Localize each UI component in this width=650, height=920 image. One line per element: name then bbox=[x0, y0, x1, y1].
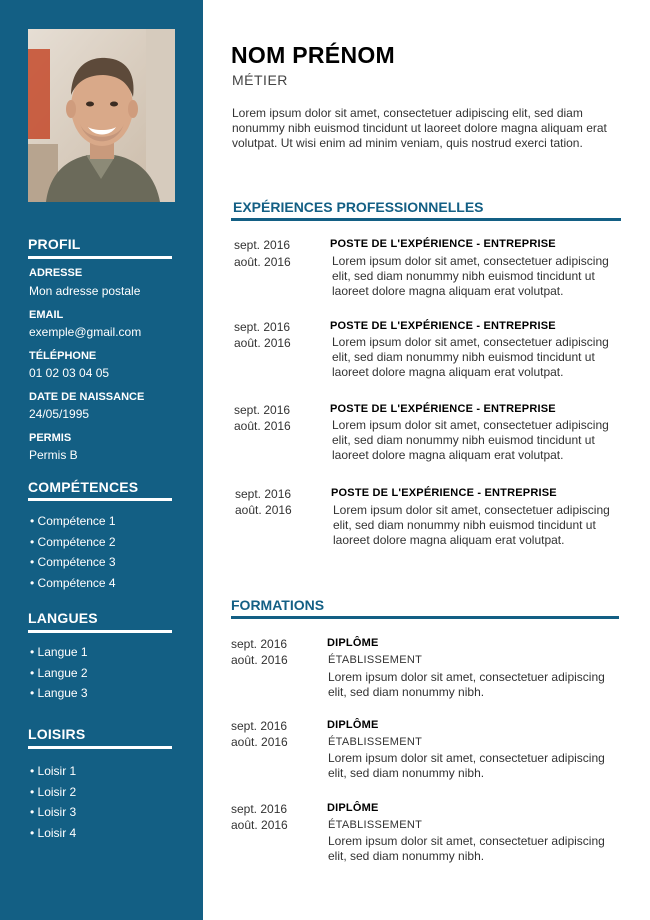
experience-description: Lorem ipsum dolor sit amet, consectetuer adipiscing elit, sed diam nonummy nibh euismod tincidunt ut laoreet dolore magna aliquam erat volutpat. bbox=[333, 503, 610, 547]
loisirs-title: LOISIRS bbox=[28, 726, 86, 742]
loisir-item: • Loisir 3 bbox=[30, 805, 76, 826]
langue-item: • Langue 3 bbox=[30, 686, 88, 707]
formation-start-date: sept. 2016 bbox=[231, 637, 288, 651]
experience-end-date: août. 2016 bbox=[234, 255, 291, 269]
competences-list bbox=[30, 514, 116, 596]
experience-description: Lorem ipsum dolor sit amet, consectetuer adipiscing elit, sed diam nonummy nibh euismod tincidunt ut laoreet dolore magna aliquam erat volutpat. bbox=[332, 418, 609, 462]
langues-title: LANGUES bbox=[28, 610, 98, 626]
experience-end-date: août. 2016 bbox=[235, 503, 292, 517]
portrait-illustration bbox=[28, 29, 175, 202]
formation-school: ÉTABLISSEMENT bbox=[328, 736, 423, 748]
formation-school: ÉTABLISSEMENT bbox=[328, 654, 423, 666]
email-value: exemple@gmail.com bbox=[29, 325, 142, 339]
formation-school: ÉTABLISSEMENT bbox=[328, 819, 423, 831]
experience-start-date: sept. 2016 bbox=[234, 320, 291, 334]
email-label: EMAIL bbox=[29, 309, 64, 321]
formations-divider bbox=[231, 616, 619, 619]
experience-end-date: août. 2016 bbox=[234, 419, 291, 433]
langue-item: • Langue 2 bbox=[30, 666, 88, 687]
birthdate-label: DATE DE NAISSANCE bbox=[29, 391, 145, 403]
formation-description: Lorem ipsum dolor sit amet, consectetuer adipiscing elit, sed diam nonummy nibh. bbox=[328, 751, 605, 780]
address-value: Mon adresse postale bbox=[29, 284, 141, 298]
formation-end-date: août. 2016 bbox=[231, 818, 288, 832]
formation-diploma: DIPLÔME bbox=[327, 719, 379, 731]
formations-title: FORMATIONS bbox=[231, 597, 325, 613]
experience-start-date: sept. 2016 bbox=[234, 403, 291, 417]
intro-text: Lorem ipsum dolor sit amet, consectetuer adipiscing elit, sed diam nonummy nibh euismod tincidunt ut laoreet dolore magna aliquam erat volutpat. Ut wisi enim ad minim veniam, quis nostrud exerci tation. bbox=[232, 106, 607, 150]
experiences-title: EXPÉRIENCES PROFESSIONNELLES bbox=[233, 199, 484, 215]
formation-end-date: août. 2016 bbox=[231, 735, 288, 749]
langues-list bbox=[30, 645, 88, 707]
langues-divider bbox=[28, 630, 172, 633]
license-label: PERMIS bbox=[29, 432, 72, 444]
phone-label: TÉLÉPHONE bbox=[29, 350, 97, 362]
profile-photo bbox=[28, 29, 175, 202]
experience-description: Lorem ipsum dolor sit amet, consectetuer adipiscing elit, sed diam nonummy nibh euismod tincidunt ut laoreet dolore magna aliquam erat volutpat. bbox=[332, 335, 609, 379]
loisir-item: • Loisir 2 bbox=[30, 785, 76, 806]
competence-item: • Compétence 3 bbox=[30, 555, 116, 576]
experiences-divider bbox=[231, 218, 621, 221]
formation-start-date: sept. 2016 bbox=[231, 719, 288, 733]
loisir-item: • Loisir 4 bbox=[30, 826, 76, 847]
competences-title: COMPÉTENCES bbox=[28, 479, 139, 495]
profil-divider bbox=[28, 256, 172, 259]
formation-end-date: août. 2016 bbox=[231, 653, 288, 667]
phone-value: 01 02 03 04 05 bbox=[29, 366, 110, 380]
competence-item: • Compétence 2 bbox=[30, 535, 116, 556]
loisir-item: • Loisir 1 bbox=[30, 764, 76, 785]
experience-start-date: sept. 2016 bbox=[234, 238, 291, 252]
experience-end-date: août. 2016 bbox=[234, 336, 291, 350]
loisirs-divider bbox=[28, 746, 172, 749]
loisirs-list bbox=[30, 764, 76, 846]
sidebar bbox=[0, 0, 203, 920]
person-name: NOM PRÉNOM bbox=[231, 42, 395, 68]
experience-heading: POSTE DE L'EXPÉRIENCE - ENTREPRISE bbox=[330, 320, 556, 332]
experience-description: Lorem ipsum dolor sit amet, consectetuer adipiscing elit, sed diam nonummy nibh euismod tincidunt ut laoreet dolore magna aliquam erat volutpat. bbox=[332, 254, 609, 298]
experience-heading: POSTE DE L'EXPÉRIENCE - ENTREPRISE bbox=[330, 403, 556, 415]
experience-start-date: sept. 2016 bbox=[235, 487, 292, 501]
birthdate-value: 24/05/1995 bbox=[29, 407, 90, 421]
experience-heading: POSTE DE L'EXPÉRIENCE - ENTREPRISE bbox=[330, 238, 556, 250]
competences-divider bbox=[28, 498, 172, 501]
formation-start-date: sept. 2016 bbox=[231, 802, 288, 816]
formation-diploma: DIPLÔME bbox=[327, 637, 379, 649]
profil-title: PROFIL bbox=[28, 236, 81, 252]
formation-description: Lorem ipsum dolor sit amet, consectetuer adipiscing elit, sed diam nonummy nibh. bbox=[328, 834, 605, 863]
competence-item: • Compétence 4 bbox=[30, 576, 116, 597]
formation-description: Lorem ipsum dolor sit amet, consectetuer adipiscing elit, sed diam nonummy nibh. bbox=[328, 670, 605, 699]
competence-item: • Compétence 1 bbox=[30, 514, 116, 535]
job-title: MÉTIER bbox=[232, 72, 288, 88]
license-value: Permis B bbox=[29, 448, 78, 462]
formation-diploma: DIPLÔME bbox=[327, 802, 379, 814]
experience-heading: POSTE DE L'EXPÉRIENCE - ENTREPRISE bbox=[331, 487, 557, 499]
langue-item: • Langue 1 bbox=[30, 645, 88, 666]
address-label: ADRESSE bbox=[29, 267, 83, 279]
